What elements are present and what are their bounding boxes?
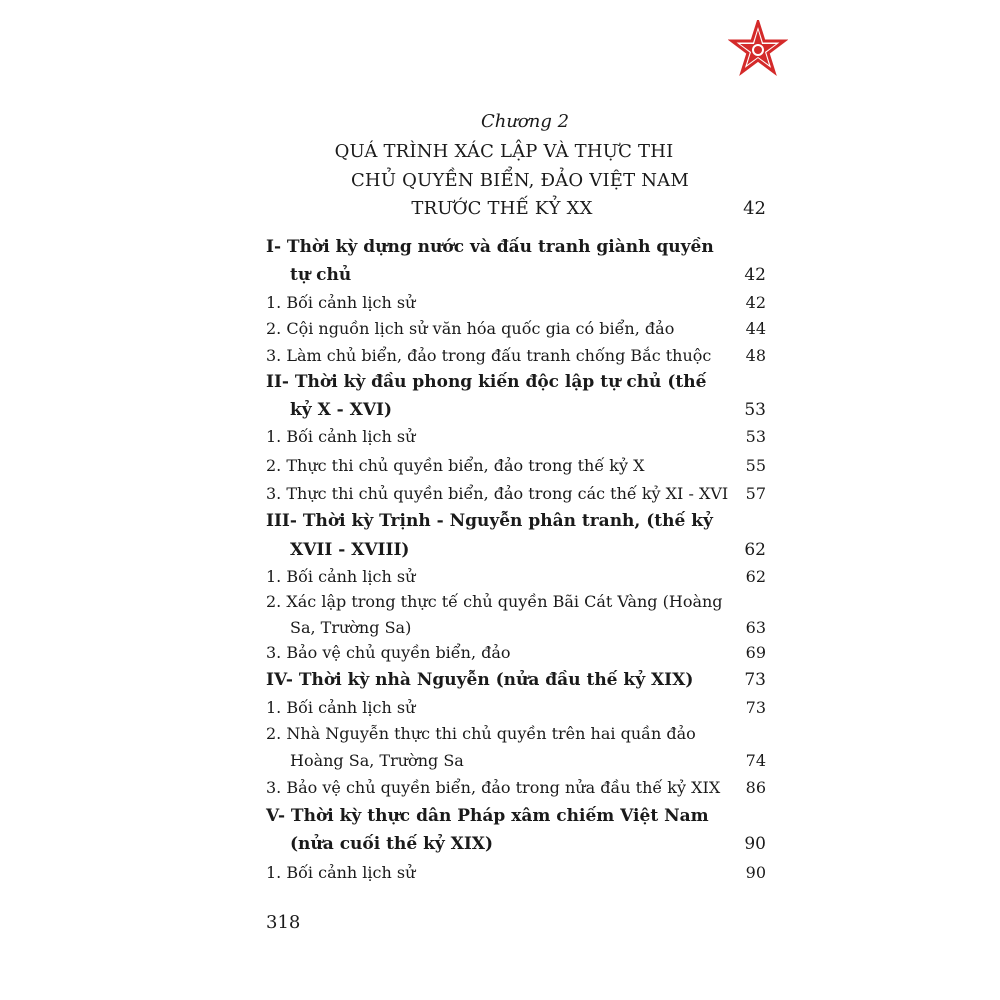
toc-item: 1. Bối cảnh lịch sử [266,567,416,586]
toc-section-title: IV- Thời kỳ nhà Nguyễn (nửa đầu thế kỷ XIX) [266,670,694,690]
toc-page-number: 73 [745,698,766,717]
chapter-title-line-1: QUÁ TRÌNH XÁC LẬP VÀ THỰC THI [334,141,674,162]
toc-section-title-cont: kỷ X - XVI) [290,400,393,420]
toc-section-title-cont: XVII - XVIII) [290,540,410,560]
toc-item: 3. Bảo vệ chủ quyền biển, đảo trong nửa đầu thế kỷ XIX [266,778,721,797]
toc-item: 3. Thực thi chủ quyền biển, đảo trong các thế kỷ XI - XVI [266,484,729,503]
toc-page-number: 44 [745,319,766,338]
red-star-emblem-icon [728,20,788,80]
toc-section-title: II- Thời kỳ đầu phong kiến độc lập tự chủ (thế [266,372,707,392]
toc-item: 3. Bảo vệ chủ quyền biển, đảo [266,643,511,662]
footer-page-number: 318 [266,912,301,933]
toc-section-title: V- Thời kỳ thực dân Pháp xâm chiếm Việt Nam [266,806,709,826]
toc-page-number: 62 [744,540,766,560]
toc-item-cont: Sa, Trường Sa) [290,618,412,637]
chapter-label: Chương 2 [480,111,570,132]
toc-section-title: I- Thời kỳ dựng nước và đấu tranh giành quyền [266,237,714,257]
toc-page-number: 73 [744,670,766,690]
toc-page-number: 90 [745,863,766,882]
toc-page-number: 42 [744,265,766,285]
toc-page-number: 90 [744,834,766,854]
toc-item: 3. Làm chủ biển, đảo trong đấu tranh chống Bắc thuộc [266,346,712,365]
chapter-title-line-2: CHỦ QUYỀN BIỂN, ĐẢO VIỆT NAM [350,170,690,191]
chapter-title-line-3: TRƯỚC THẾ KỶ XX [411,198,593,219]
toc-item: 1. Bối cảnh lịch sử [266,698,416,717]
toc-item: 1. Bối cảnh lịch sử [266,863,416,882]
toc-page-number: 42 [745,293,766,312]
toc-page-number: 62 [745,567,766,586]
toc-section-title: III- Thời kỳ Trịnh - Nguyễn phân tranh, (thế kỷ [266,511,713,531]
toc-page-number: 55 [745,456,766,475]
toc-item: 2. Thực thi chủ quyền biển, đảo trong thế kỷ X [266,456,645,475]
toc-page-number: 53 [744,400,766,420]
toc-item: 2. Cội nguồn lịch sử văn hóa quốc gia có biển, đảo [266,319,675,338]
chapter-page-number: 42 [743,198,766,219]
toc-item-cont: Hoàng Sa, Trường Sa [290,751,464,770]
toc-page-number: 53 [745,427,766,446]
toc-item: 1. Bối cảnh lịch sử [266,427,416,446]
toc-page-number: 69 [745,643,766,662]
toc-section-title-cont: tự chủ [290,265,352,285]
toc-page-number: 74 [745,751,766,770]
toc-page-number: 63 [745,618,766,637]
toc-section-title-cont: (nửa cuối thế kỷ XIX) [290,834,494,854]
toc-item: 2. Xác lập trong thực tế chủ quyền Bãi Cát Vàng (Hoàng [266,592,723,611]
toc-page-number: 57 [745,484,766,503]
toc-page-number: 48 [745,346,766,365]
toc-item: 2. Nhà Nguyễn thực thi chủ quyền trên hai quần đảo [266,724,696,743]
toc-page-number: 86 [745,778,766,797]
toc-item: 1. Bối cảnh lịch sử [266,293,416,312]
